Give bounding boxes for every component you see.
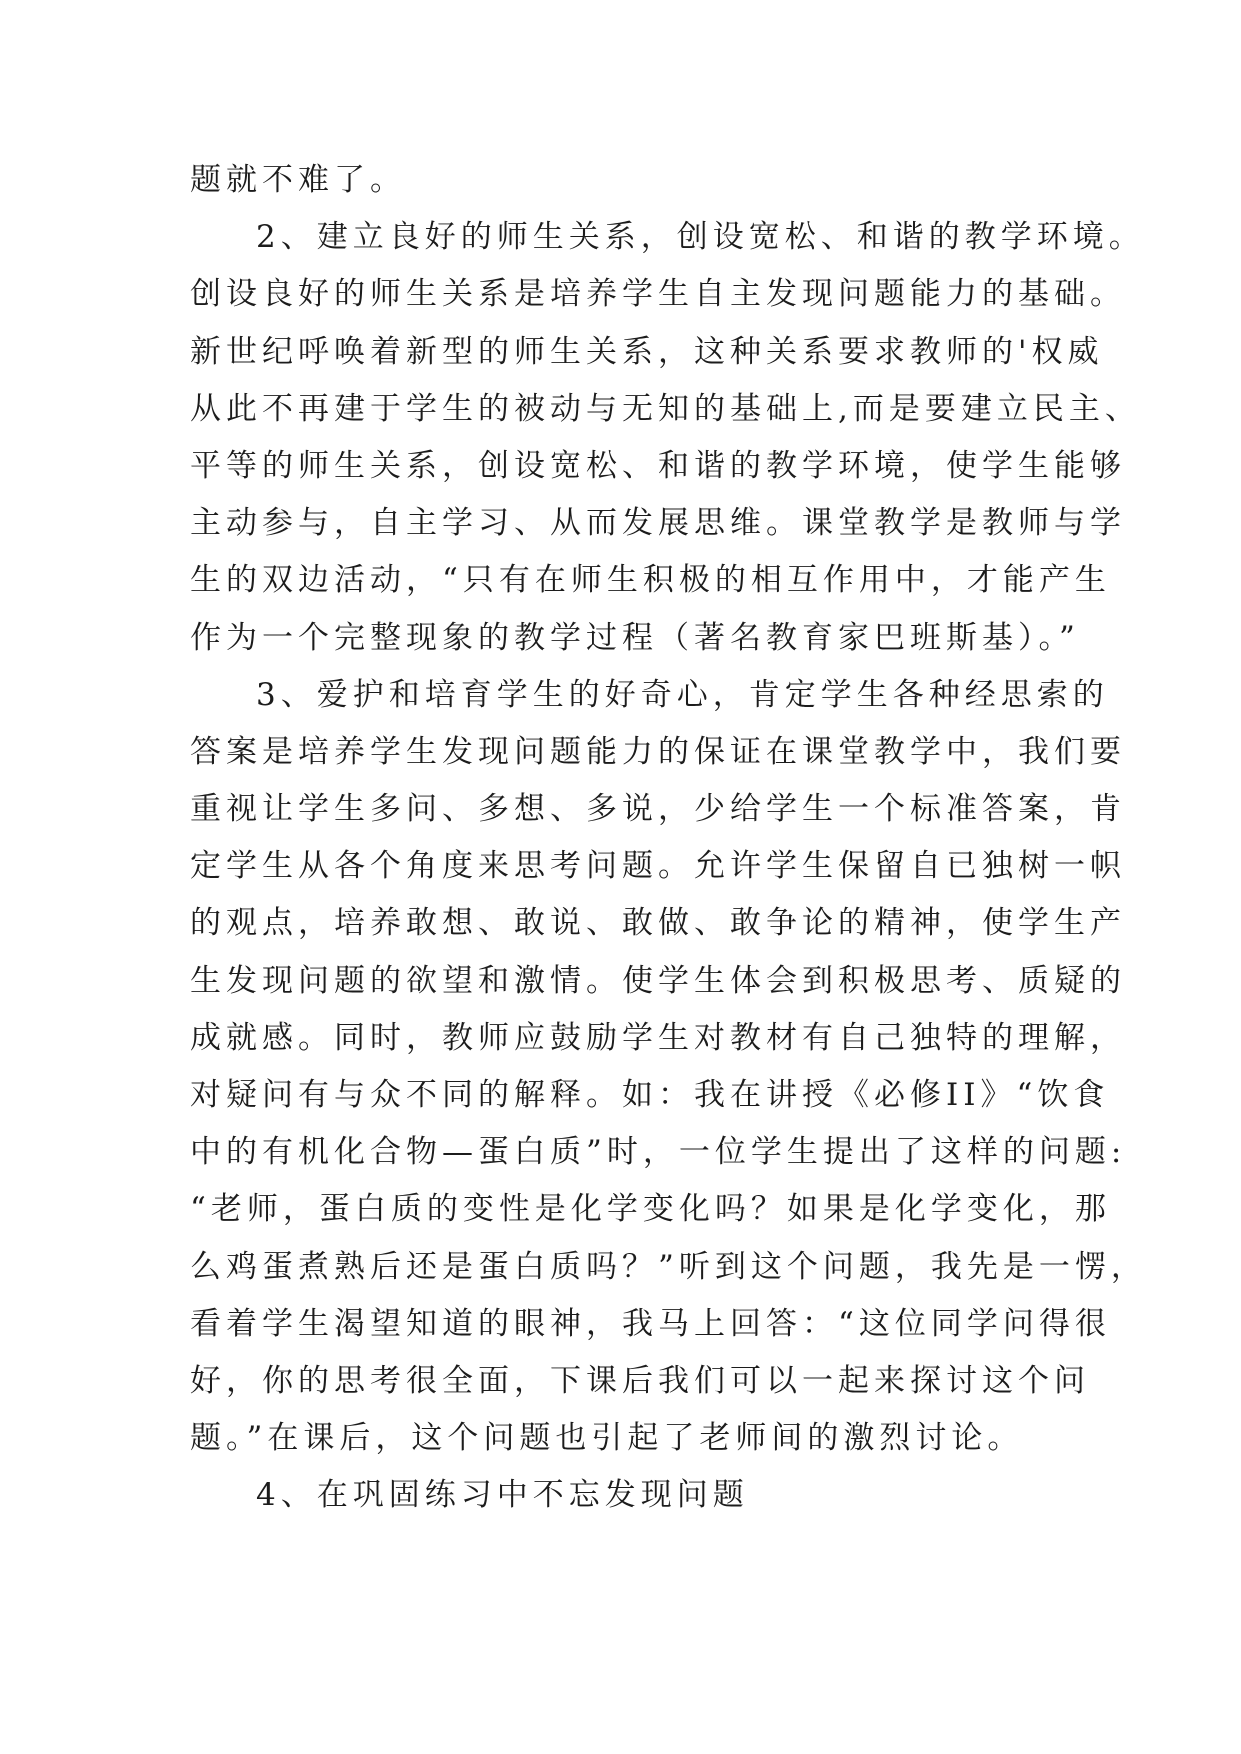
text-line: 生发现问题的欲望和激情。使学生体会到积极思考、质疑的 — [190, 962, 1126, 999]
section-heading-3: 3、爱护和培育学生的好奇心，肯定学生各种经思索的 — [256, 676, 1109, 713]
text-line: 定学生从各个角度来思考问题。允许学生保留自已独树一帜 — [190, 848, 1126, 885]
section-heading-2: 2、建立良好的师生关系，创设宽松、和谐的教学环境。 — [256, 219, 1145, 256]
text-line: 成就感。同时，教师应鼓励学生对教材有自己独特的理解， — [190, 1019, 1126, 1056]
text-line: 主动参与，自主学习、从而发展思维。课堂教学是教师与学 — [190, 505, 1126, 542]
text-line: “老师，蛋白质的变性是化学变化吗？如果是化学变化，那 — [190, 1191, 1111, 1228]
text-line: 么鸡蛋煮熟后还是蛋白质吗？”听到这个问题，我先是一愣， — [190, 1248, 1147, 1285]
text-line: 从此不再建于学生的被动与无知的基础上,而是要建立民主、 — [190, 390, 1141, 427]
body-text — [190, 152, 1147, 1525]
text-line: 中的有机化合物—蛋白质”时，一位学生提出了这样的问题: — [190, 1134, 1127, 1171]
text-line: 生的双边活动，“只有在师生积极的相互作用中，才能产生 — [190, 562, 1111, 599]
text-line: 重视让学生多问、多想、多说，少给学生一个标准答案，肯 — [190, 791, 1126, 828]
text-line: 创设良好的师生关系是培养学生自主发现问题能力的基础。 — [190, 276, 1126, 313]
text-line: 平等的师生关系，创设宽松、和谐的教学环境，使学生能够 — [190, 447, 1126, 484]
text-line: 题就不难了。 — [190, 162, 406, 198]
text-line: 新世纪呼唤着新型的师生关系，这种关系要求教师的'权威 — [190, 333, 1104, 370]
text-line: 好，你的思考很全面，下课后我们可以一起来探讨这个问 — [190, 1362, 1090, 1399]
text-line: 答案是培养学生发现问题能力的保证在课堂教学中，我们要 — [190, 733, 1126, 770]
text-line: 的观点，培养敢想、敢说、敢做、敢争论的精神，使学生产 — [190, 905, 1126, 942]
text-line: 对疑问有与众不同的解释。如：我在讲授《必修II》“饮食 — [190, 1077, 1110, 1113]
text-line: 题。”在课后，这个问题也引起了老师间的激烈讨论。 — [190, 1420, 1024, 1457]
text-line: 作为一个完整现象的教学过程（著名教育家巴班斯基）。” — [190, 619, 1080, 656]
section-heading-4: 4、在巩固练习中不忘发现问题 — [256, 1477, 749, 1514]
text-line: 看着学生渴望知道的眼神，我马上回答：“这位同学问得很 — [190, 1305, 1111, 1342]
